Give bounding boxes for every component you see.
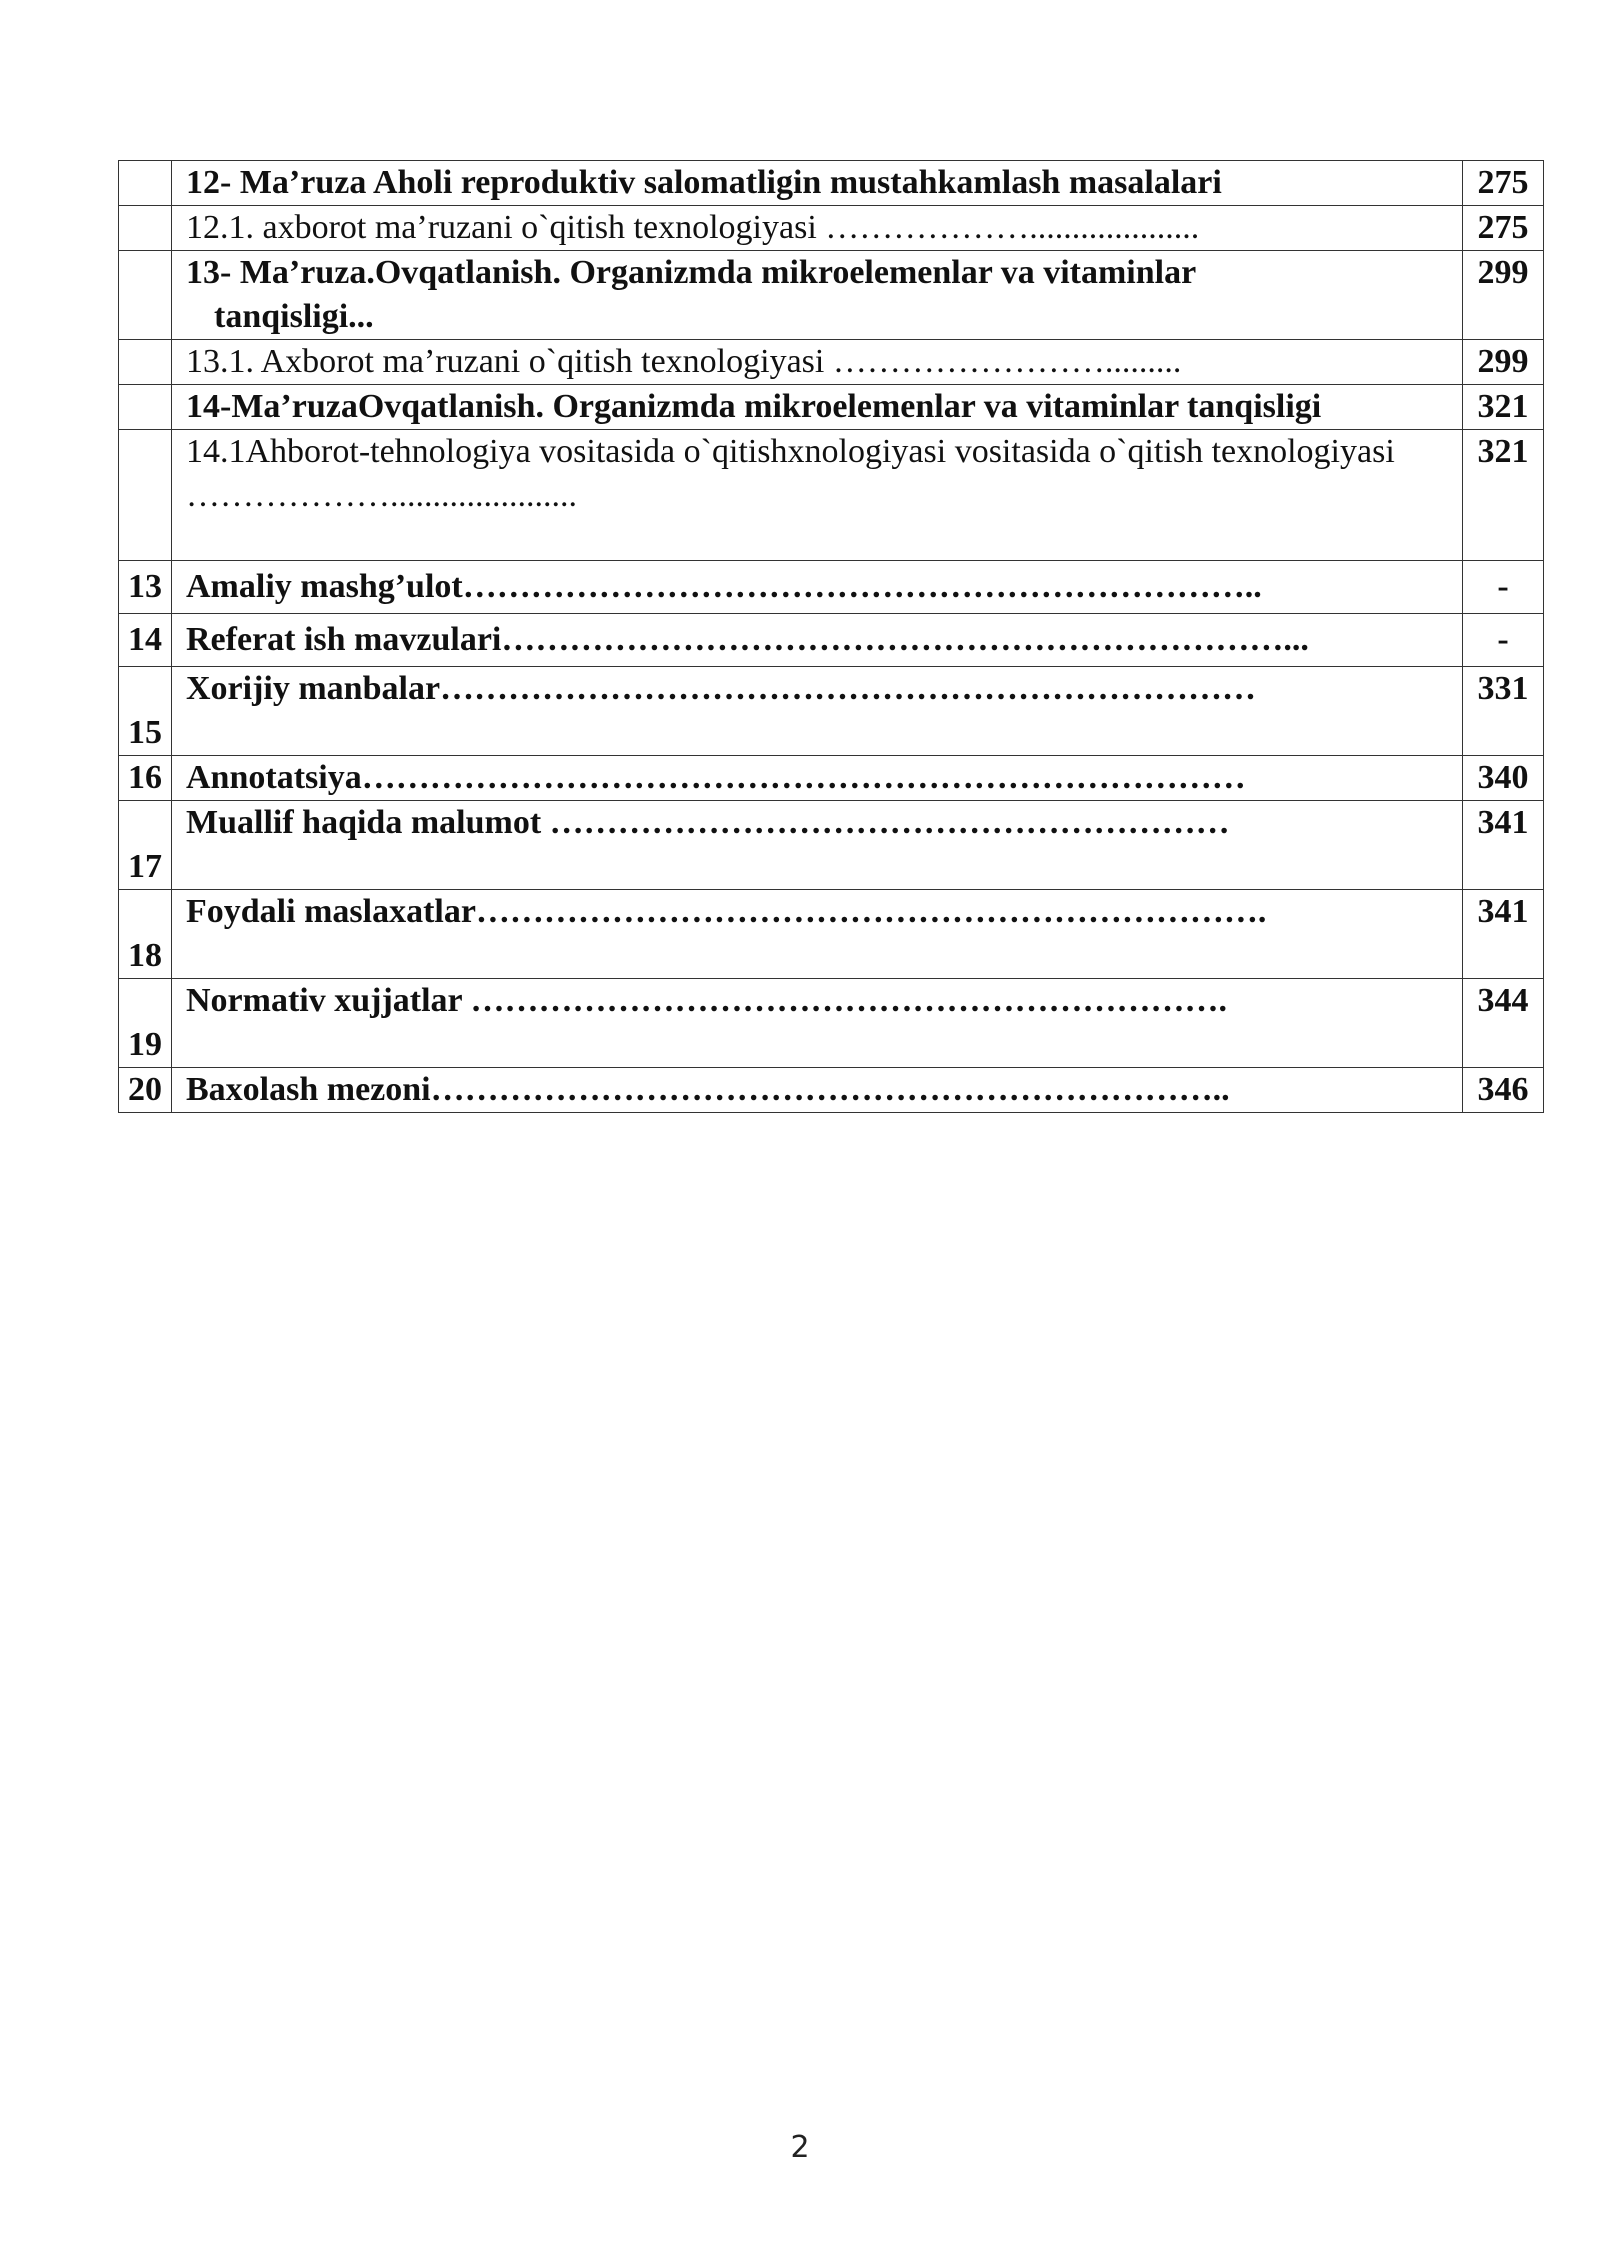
row-title: Baxolash mezoni……………………………………………………………..	[172, 1068, 1463, 1113]
row-title-line1: 13- Ma’ruza.Ovqatlanish. Organizmda mikroelemenlar va vitaminlar	[186, 254, 1197, 291]
toc-row	[119, 340, 1544, 385]
row-number: 15	[119, 667, 172, 756]
toc-row	[119, 161, 1544, 206]
row-title: Foydali maslaxatlar…………………………………………………………….	[172, 890, 1463, 979]
row-page: -	[1463, 614, 1544, 667]
row-page: -	[1463, 561, 1544, 614]
row-title: Normativ xujjatlar ………………………………………………………….	[172, 979, 1463, 1068]
row-number: 18	[119, 890, 172, 979]
toc-row	[119, 756, 1544, 801]
row-number	[119, 206, 172, 251]
row-page: 341	[1463, 801, 1544, 890]
toc-row	[119, 979, 1544, 1068]
row-title: Annotatsiya……………………………………………………………………	[172, 756, 1463, 801]
row-title-line2: tanqisligi...	[214, 298, 374, 335]
row-page: 321	[1463, 385, 1544, 430]
row-page: 341	[1463, 890, 1544, 979]
row-title: Amaliy mashg’ulot……………………………………………………………..	[172, 561, 1463, 614]
row-page: 331	[1463, 667, 1544, 756]
row-number	[119, 161, 172, 206]
row-title: 14.1Ahborot-tehnologiya vositasida o`qitishxnologiyasi vositasida o`qitish texnologiyasi ………………......................	[172, 430, 1463, 561]
row-page: 321	[1463, 430, 1544, 561]
row-page: 344	[1463, 979, 1544, 1068]
row-title: 13.1. Axborot ma’ruzani o`qitish texnologiyasi …………………….........	[172, 340, 1463, 385]
row-title: Xorijiy manbalar………………………………………………………………	[172, 667, 1463, 756]
row-title: Muallif haqida malumot ……………………………………………………	[172, 801, 1463, 890]
row-number: 13	[119, 561, 172, 614]
toc-row	[119, 1068, 1544, 1113]
row-title: 12- Ma’ruza Aholi reproduktiv salomatligin mustahkamlash masalalari	[172, 161, 1463, 206]
toc-row	[119, 890, 1544, 979]
row-number: 17	[119, 801, 172, 890]
row-number: 14	[119, 614, 172, 667]
row-number	[119, 430, 172, 561]
toc-row	[119, 251, 1544, 340]
row-title	[172, 251, 1463, 340]
row-number	[119, 385, 172, 430]
row-number: 16	[119, 756, 172, 801]
row-number	[119, 340, 172, 385]
page-number: 2	[790, 2130, 810, 2165]
toc-row	[119, 561, 1544, 614]
row-page: 340	[1463, 756, 1544, 801]
table-of-contents	[118, 160, 1544, 1113]
toc-row	[119, 206, 1544, 251]
row-number	[119, 251, 172, 340]
row-title: Referat ish mavzulari……………………………………………………………...	[172, 614, 1463, 667]
toc-row	[119, 667, 1544, 756]
row-page: 346	[1463, 1068, 1544, 1113]
row-title: 12.1. axborot ma’ruzani o`qitish texnologiyasi ………………....................	[172, 206, 1463, 251]
toc-row	[119, 430, 1544, 561]
toc-row	[119, 614, 1544, 667]
row-number: 19	[119, 979, 172, 1068]
toc-row	[119, 385, 1544, 430]
row-page: 299	[1463, 251, 1544, 340]
row-page: 275	[1463, 161, 1544, 206]
row-page: 275	[1463, 206, 1544, 251]
toc-row	[119, 801, 1544, 890]
row-page: 299	[1463, 340, 1544, 385]
row-number: 20	[119, 1068, 172, 1113]
row-title: 14-Ma’ruzaOvqatlanish. Organizmda mikroelemenlar va vitaminlar tanqisligi	[172, 385, 1463, 430]
